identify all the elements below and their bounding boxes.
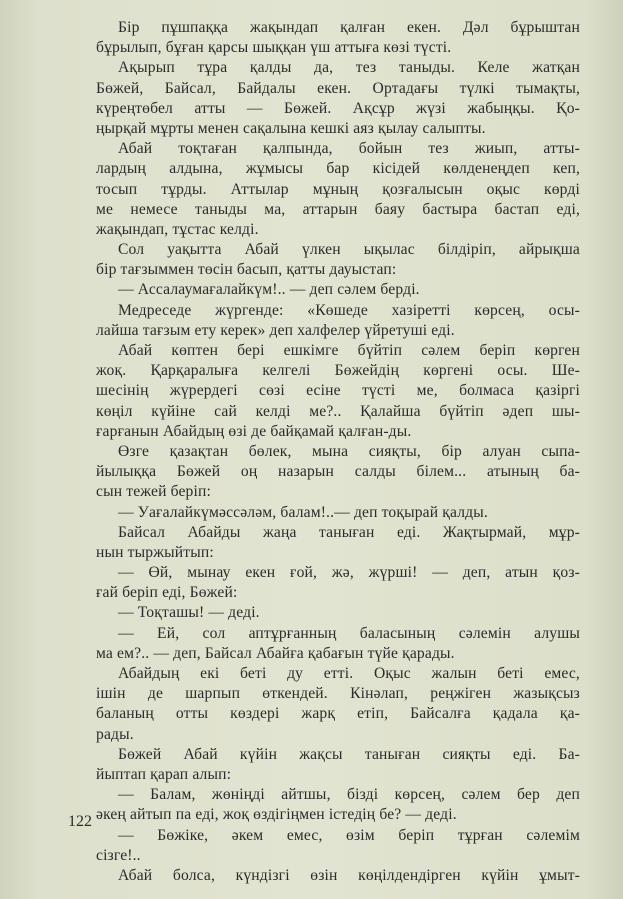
text-line: ғарғанын Абайдың өзі де байқамай қалған-ды. xyxy=(96,422,412,440)
text-line: күреңтөбел атты — Бөжей. Ақсұр жүзі жабыңқы. Қо- xyxy=(96,99,580,117)
text-line: шесінің жүрердегі сөзі есіне түсті ме, болмаса қазіргі xyxy=(96,382,580,400)
text-line: Абай көптен бері ешкімге бүйтіп сәлем беріп көрген xyxy=(118,342,580,359)
text-line: ңырқай мұрты менен сақалына кешкі аяз қылау салыпты. xyxy=(96,119,486,137)
text-line: — Бөжіке, әкем емес, өзім беріп тұрған сәлемім xyxy=(118,826,580,844)
text-line: — Ассалаумағалайкүм!.. — деп сәлем берді. xyxy=(118,281,420,299)
text-line: ішін де шарпып өткендей. Кінәлап, реңжіген жазықсыз xyxy=(96,685,580,703)
text-line: бір тағзыммен төсін басып, қатты дауыстап: xyxy=(96,261,397,279)
text-line: — Өй, мынау екен ғой, жә, жүрші! — деп, атын қоз- xyxy=(118,564,580,582)
text-line: — Тоқташы! — деді. xyxy=(118,604,260,622)
text-line: лардың алдына, жұмысы бар кісідей көлденеңдеп кеп, xyxy=(96,160,580,178)
text-line: Абайдың екі беті ду етті. Оқыс жалын беті емес, xyxy=(118,665,580,682)
page-number: 122 xyxy=(68,813,92,830)
text-line: Абай болса, күндізгі өзін көңілдендірген күйін ұмыт- xyxy=(118,866,580,884)
text-line: Байсал Абайды жаңа таныған еді. Жақтырмай, мұр- xyxy=(118,523,580,541)
text-line: йыптап қарап алып: xyxy=(96,765,232,783)
text-line: Медреседе жүргенде: «Көшеде хазіретті көрсең, осы- xyxy=(118,301,580,319)
text-line: лайша тағзым ету керек» деп халфелер үйретуші еді. xyxy=(96,321,455,339)
text-line: Бөжей, Байсал, Байдалы екен. Ортадағы түлкі тымақты, xyxy=(96,79,580,97)
text-line: ғай беріп еді, Бөжей: xyxy=(96,584,238,602)
text-line: Бөжей Абай күйін жақсы таныған сияқты еді. Ба- xyxy=(118,745,580,763)
text-line: көңіл күйіне сай келді ме?.. Қалайша бүйтіп әдеп шы- xyxy=(96,402,580,420)
text-line: Ақырып тұра қалды да, тез таныды. Келе жатқан xyxy=(118,59,580,77)
text-line: — Уағалайкүмәссәләм, балам!..— деп тоқырай қалды. xyxy=(118,503,488,521)
text-line: — Балам, жөніңді айтшы, бізді көрсең, сәлем бер деп xyxy=(118,786,580,804)
text-line: бұрылып, бұған қарсы шыққан үш аттыға көзі түсті. xyxy=(96,39,452,57)
text-line: тосып тұрды. Аттылар мұның қозғалысын оқыс көрді xyxy=(96,180,580,198)
text-line: баланың отты көздері жарқ етіп, Байсалға қадала қа- xyxy=(96,705,580,723)
text-line: Сол уақытта Абай үлкен ықылас білдіріп, айрықша xyxy=(118,241,580,259)
body-text xyxy=(96,18,580,886)
text-line: — Ей, сол аптұрғанның баласының сәлемін алушы xyxy=(118,624,580,642)
text-line: жақындап, тұстас келді. xyxy=(96,220,259,238)
text-line: йылыққа Бөжей оң назарын салды білем... атының ба- xyxy=(96,463,580,481)
text-line: сізге!.. xyxy=(96,846,141,864)
text-line: сын тежей беріп: xyxy=(96,483,211,501)
text-line: Абай тоқтаған қалпында, бойын тез жиып, атты- xyxy=(118,140,580,158)
text-line: ма ем?.. — деп, Байсал Абайға қабағын түйе қарады. xyxy=(96,644,455,662)
text-line: нын тыржыйтып: xyxy=(96,543,214,561)
text-line: рады. xyxy=(96,725,134,743)
text-line: әкең айтып па еді, жоқ өздігіңмен істедің бе? — деді. xyxy=(96,806,457,824)
text-line: Өзге қазақтан бөлек, мына сияқты, бір алуан сыпа- xyxy=(118,442,580,460)
text-line: Бір пұшпаққа жақындап қалған екен. Дәл бұрыштан xyxy=(118,19,580,36)
text-line: ме немесе таныды ма, аттарын баяу бастыра бастап еді, xyxy=(96,200,580,218)
text-line: жоқ. Қарқаралыға келгелі Бөжейдің көргені осы. Ше- xyxy=(96,362,580,380)
